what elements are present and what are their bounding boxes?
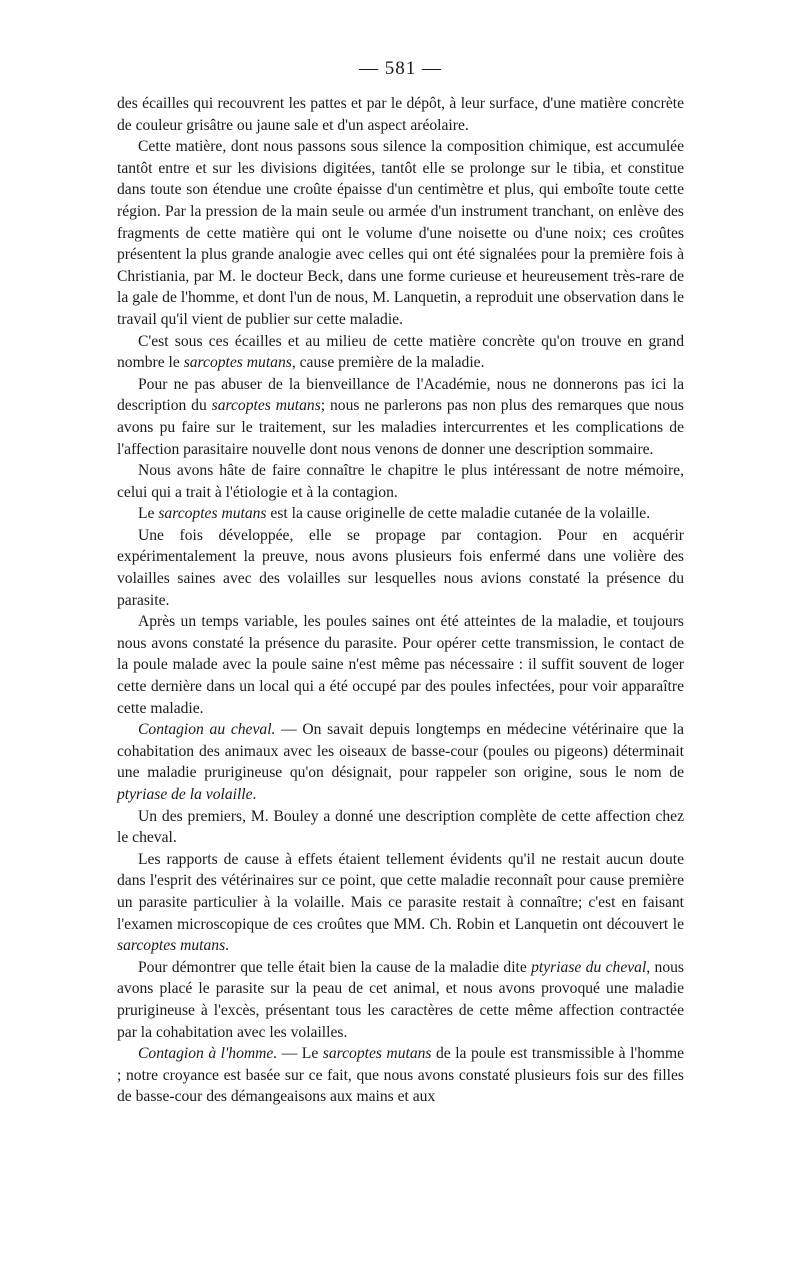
paragraph [117,331,684,374]
paragraph [117,806,684,849]
paragraph [117,525,684,611]
italic-text: sarcoptes mutans [158,505,267,523]
italic-text: ptyriase de la volaille [117,786,253,803]
page-number: — 581 — [359,58,442,79]
text-run: Nous avons hâte de faire connaître le chapitre le plus intéressant de notre mémoire, celui qui a trait à l'étiologie et à la contagion. [117,462,684,501]
text-run: — Le [277,1045,323,1063]
text-run: Le [138,505,159,523]
paragraph [117,611,684,719]
text-run: Après un temps variable, les poules saines ont été atteintes de la maladie, et toujours nous avons constaté la présence du parasite. Pour opérer cette transmission, le contact de la poule malade avec la poule saine n'est même pas nécessaire : il suffit souvent de loger cette dernière dans un local qui a été occupé par des poules infectées, pour voir apparaître cette maladie. [117,613,684,717]
paragraph [117,374,684,460]
italic-text: ptyriase du cheval [531,958,647,976]
text-run: Pour démontrer que telle était bien la cause de la maladie dite [138,958,532,976]
text-run: . [252,786,257,803]
text-run: ; nous ne parlerons pas non plus des remarques que nous avons pu faire sur le traitement, sur les maladies intercurrentes et les complications de l'affection parasitaire nouvelle dont nous venons de donner une description sommaire. [117,397,685,458]
paragraph [117,460,684,503]
text-run: , cause première de la maladie. [291,354,485,372]
italic-text: sarcoptes mutans [322,1045,432,1063]
paragraph [117,93,684,136]
text-run: de la poule est transmissible à l'homme ; notre croyance est basée sur ce fait, que nous avons constaté plusieurs fois sur des filles de basse-cour des démangeaisons aux mains et aux [117,1045,684,1106]
italic-text: Contagion au cheval. [138,721,276,739]
text-run: est la cause originelle de cette maladie cutanée de la volaille. [266,505,651,523]
text-run: C'est sous ces écailles et au milieu de cette matière concrète qu'on trouve en grand nombre le [117,332,684,372]
body-text [117,93,684,1108]
text-run: Les rapports de cause à effets étaient tellement évidents qu'il ne restait aucun doute dans l'esprit des vétérinaires sur ce point, que cette maladie reconnaît pour cause première un parasite particulier à la volaille. Mais ce parasite restait à connaître; c'est en faisant l'examen microscopique de ces croûtes que MM. Ch. Robin et Lanquetin ont découvert le [117,850,684,933]
text-run: Une fois développée, elle se propage par contagion. Pour en acquérir expérimentalement la preuve, nous avons plusieurs fois enfermé dans une volière des volailles saines avec des volailles sur lesquelles nous avions constaté la présence du parasite. [117,526,684,609]
italic-text: sarcoptes mutans [183,354,292,372]
text-run: , nous avons placé le parasite sur la peau de cet animal, et nous avons provoqué une maladie prurigineuse à l'excès, présentant tous les caractères de cette même affection contractée par la cohabitation avec les volailles. [117,958,684,1041]
italic-text: sarcoptes mutans [117,937,226,955]
paragraph [117,849,684,957]
text-run: des écailles qui recouvrent les pattes et par le dépôt, à leur surface, d'une matière concrète de couleur grisâtre ou jaune sale et d'un aspect aréolaire. [117,95,684,134]
text-run: Cette matière, dont nous passons sous silence la composition chimique, est accumulée tantôt entre et sur les divisions digitées, tantôt elle se prolonge sur le tibia, et constitue dans toute son étendue une croûte épaisse d'un centimètre et plus, qui emboîte toute cette région. Par la pression de la main seule ou armée d'un instrument tranchant, on enlève des fragments de cette matière qui ont le volume d'une noisette ou d'une noix; ces croûtes présentent la plus grande analogie avec celles qui ont été signalées pour la première fois à Christiania, par M. le docteur Beck, dans une forme curieuse et heureusement très-rare de la gale de l'homme, et dont l'un de nous, M. Lanquetin, a reproduit une observation dans le travail qu'il vient de publier sur cette maladie. [117,138,684,328]
text-run: Un des premiers, M. Bouley a donné une description complète de cette affection chez le cheval. [117,807,684,847]
paragraph [117,1043,684,1108]
italic-text: Contagion à l'homme. [138,1045,278,1063]
text-run: — On savait depuis longtemps en médecine vétérinaire que la cohabitation des animaux avec les oiseaux de basse-cour (poules ou pigeons) déterminait une maladie prurigineuse qu'on désignait, pour rappeler son origine, sous le nom de [117,721,685,782]
paragraph [117,957,684,1043]
text-run: . [225,937,230,955]
paragraph [117,136,684,330]
italic-text: sarcoptes mutans [211,397,321,415]
paragraph [117,503,684,525]
text-run: Pour ne pas abuser de la bienveillance de l'Académie, nous ne donnerons pas ici la description du [117,375,684,415]
paragraph [117,719,684,805]
